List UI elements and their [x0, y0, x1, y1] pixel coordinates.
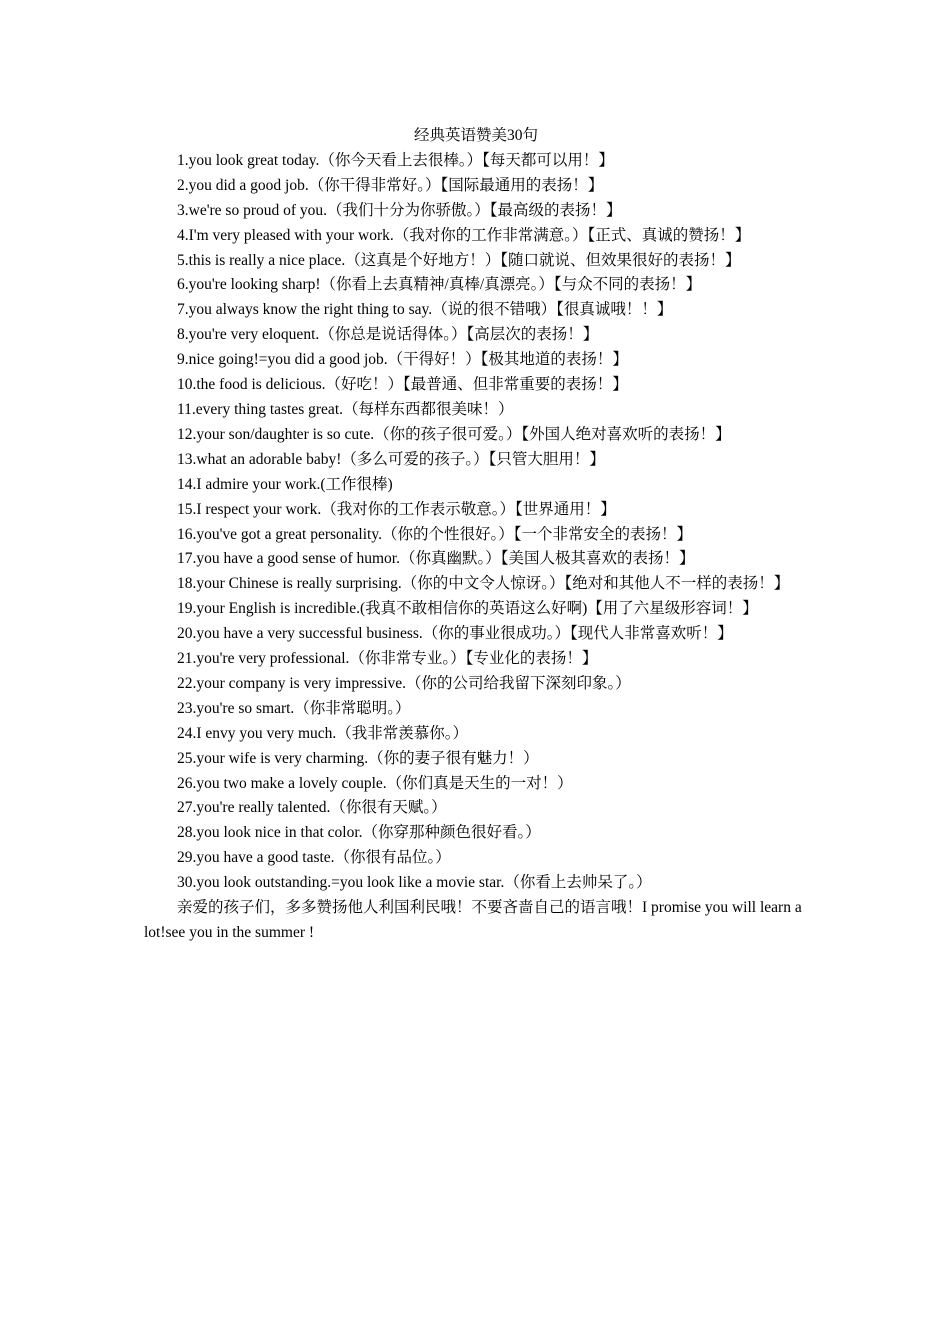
phrase-line-6: 6.you're looking sharp!（你看上去真精神/真棒/真漂亮。）【与众不同的表扬！】: [177, 276, 702, 294]
phrase-line-4: 4.I'm very pleased with your work.（我对你的工作非常满意。）【正式、真诚的赞扬！】: [177, 226, 751, 244]
document-title: 经典英语赞美30句: [413, 127, 538, 144]
phrase-line-11: 11.every thing tastes great.（每样东西都很美味！）: [177, 400, 514, 418]
phrase-line-28: 28.you look nice in that color.（你穿那种颜色很好看。）: [177, 824, 541, 842]
phrase-line-29: 29.you have a good taste.（你很有品位。）: [177, 849, 451, 867]
phrase-line-9: 9.nice going!=you did a good job.（干得好！）【极其地道的表扬！】: [177, 351, 628, 369]
phrase-line-19: 19.your English is incredible.(我真不敢相信你的英语这么好啊)【用了六星级形容词！】: [177, 600, 758, 618]
phrase-line-14: 14.I admire your work.(工作很棒): [177, 475, 393, 493]
phrase-line-30: 30.you look outstanding.=you look like a movie star.（你看上去帅呆了。）: [177, 874, 652, 892]
closing-paragraph: 亲爱的孩子们，多多赞扬他人利国利民哦！不要吝啬自己的语言哦！I promise you will learn a lot!see you in the summer !: [144, 899, 802, 941]
phrase-line-25: 25.your wife is very charming.（你的妻子很有魅力！）: [177, 749, 539, 767]
phrase-line-2: 2.you did a good job.（你干得非常好。）【国际最通用的表扬！】: [177, 176, 604, 194]
phrase-line-16: 16.you've got a great personality.（你的个性很好。）【一个非常安全的表扬！】: [177, 525, 692, 543]
phrase-line-21: 21.you're very professional.（你非常专业。）【专业化的表扬！】: [177, 650, 598, 668]
phrase-line-26: 26.you two make a lovely couple.（你们真是天生的一对！）: [177, 774, 573, 792]
phrase-line-27: 27.you're really talented.（你很有天赋。）: [177, 799, 447, 817]
phrase-line-20: 20.you have a very successful business.（你的事业很成功。）【现代人非常喜欢听！】: [177, 625, 733, 643]
phrase-line-22: 22.your company is very impressive.（你的公司给我留下深刻印象。）: [177, 674, 631, 692]
phrase-line-15: 15.I respect your work.（我对你的工作表示敬意。）【世界通用！】: [177, 500, 616, 518]
phrase-line-7: 7.you always know the right thing to say.（说的很不错哦）【很真诚哦！！】: [177, 301, 673, 319]
phrase-line-23: 23.you're so smart.（你非常聪明。）: [177, 699, 411, 717]
phrase-line-12: 12.your son/daughter is so cute.（你的孩子很可爱。）【外国人绝对喜欢听的表扬！】: [177, 425, 731, 443]
document-page: [144, 124, 808, 946]
phrase-line-24: 24.I envy you very much.（我非常羡慕你。）: [177, 724, 469, 742]
phrase-line-1: 1.you look great today.（你今天看上去很棒。）【每天都可以用！】: [177, 151, 614, 169]
phrase-line-10: 10.the food is delicious.（好吃！）【最普通、但非常重要的表扬！】: [177, 376, 628, 394]
phrase-line-13: 13.what an adorable baby!（多么可爱的孩子。）【只管大胆用！】: [177, 450, 605, 468]
phrase-line-5: 5.this is really a nice place.（这真是个好地方！）【随口就说、但效果很好的表扬！】: [177, 251, 741, 269]
phrase-line-17: 17.you have a good sense of humor.（你真幽默。）【美国人极其喜欢的表扬！】: [177, 550, 695, 568]
phrase-line-18: 18.your Chinese is really surprising.（你的中文令人惊讶。）【绝对和其他人不一样的表扬！】: [177, 575, 790, 593]
phrase-line-3: 3.we're so proud of you.（我们十分为你骄傲。）【最高级的表扬！】: [177, 201, 622, 219]
phrase-line-8: 8.you're very eloquent.（你总是说话得体。）【高层次的表扬！】: [177, 326, 599, 344]
